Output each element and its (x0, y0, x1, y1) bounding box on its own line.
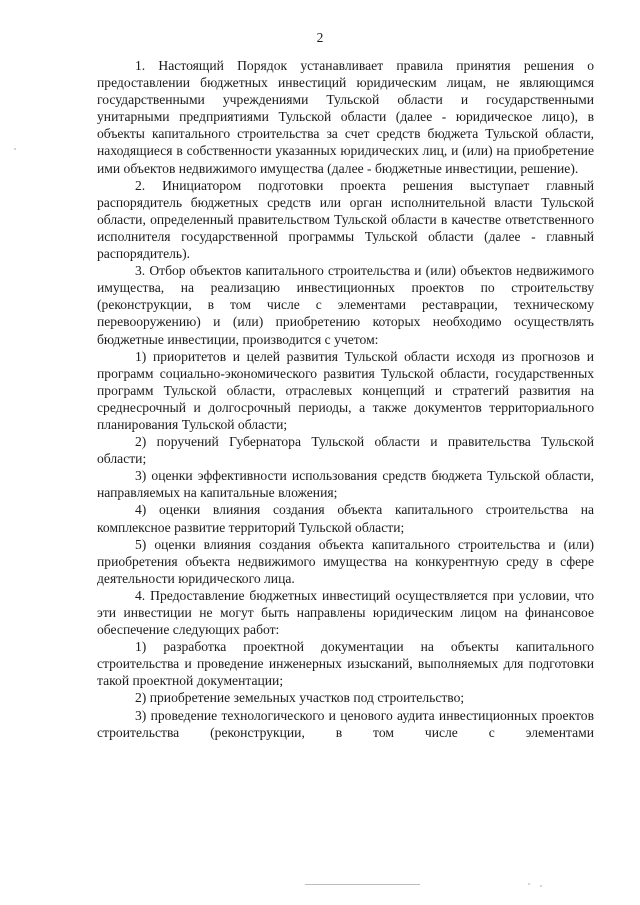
paragraph-3-item-5: 5) оценки влияния создания объекта капитального строительства и (или) приобретения объекта недвижимого имущества на конкурентную среду в сфере деятельности юридического лица. (97, 536, 594, 586)
scan-artifact-line (305, 884, 420, 885)
paragraph-3-item-4: 4) оценки влияния создания объекта капитального строительства на комплексное развитие территорий Тульской области; (97, 502, 594, 535)
page-number: 2 (316, 30, 324, 45)
paragraph-3: 3. Отбор объектов капитального строительства и (или) объектов недвижимого имущества, на реализацию инвестиционных проектов по строительству (реконструкции, в том числе с элементами реставрации, техническому перевооружению) и (или) приобретению которых необходимо осуществлять бюджетные инвестиции, производится с учетом: (97, 263, 594, 347)
paragraph-1: 1. Настоящий Порядок устанавливает правила принятия решения о предоставлении бюджетных инвестиций юридическим лицам, не являющимся государственными учреждениями Тульской области и государственными унитарными предприятиями Тульской области (далее - юридическое лицо), в объекты капитального строительства за счет средств бюджета Тульской области, находящиеся в собственности указанных юридических лиц, и (или) на приобретение ими объектов недвижимого имущества (далее - бюджетные инвестиции, решение). (97, 58, 594, 176)
paragraph-2: 2. Инициатором подготовки проекта решения выступает главный распорядитель бюджетных средств или орган исполнительной власти Тульской области, определенный правительством Тульской области в качестве ответственного исполнителя государственной программы Тульской области (далее - главный распорядитель). (97, 177, 594, 262)
paragraph-4-item-2: 2) приобретение земельных участков под строительство; (135, 690, 465, 706)
paragraph-4-item-3: 3) проведение технологического и ценового аудита инвестиционных проектов строительства (реконструкции, в том числе с элементами (97, 707, 594, 740)
paragraph-4-item-1: 1) разработка проектной документации на объекты капитального строительства и проведение инженерных изысканий, выполняемых для подготовки такой проектной документации; (97, 639, 594, 689)
scan-artifact-dot (528, 883, 530, 885)
paragraph-3-item-1: 1) приоритетов и целей развития Тульской области исходя из прогнозов и программ социально-экономического развития Тульской области, государственных программ Тульской области, отраслевых концепций и стратегий развития на среднесрочный и долгосрочный периоды, а также документов территориального планирования Тульской области; (97, 348, 594, 432)
paragraph-3-item-3: 3) оценки эффективности использования средств бюджета Тульской области, направляемых на капитальные вложения; (97, 468, 594, 501)
scan-artifact-dot (540, 885, 542, 887)
document-body (97, 57, 594, 741)
paragraph-4: 4. Предоставление бюджетных инвестиций осуществляется при условии, что эти инвестиции не могут быть направлены юридическим лицом на финансовое обеспечение следующих работ: (97, 587, 594, 638)
paragraph-3-item-2: 2) поручений Губернатора Тульской области и правительства Тульской области; (97, 434, 594, 467)
scan-artifact-dot (14, 148, 16, 150)
